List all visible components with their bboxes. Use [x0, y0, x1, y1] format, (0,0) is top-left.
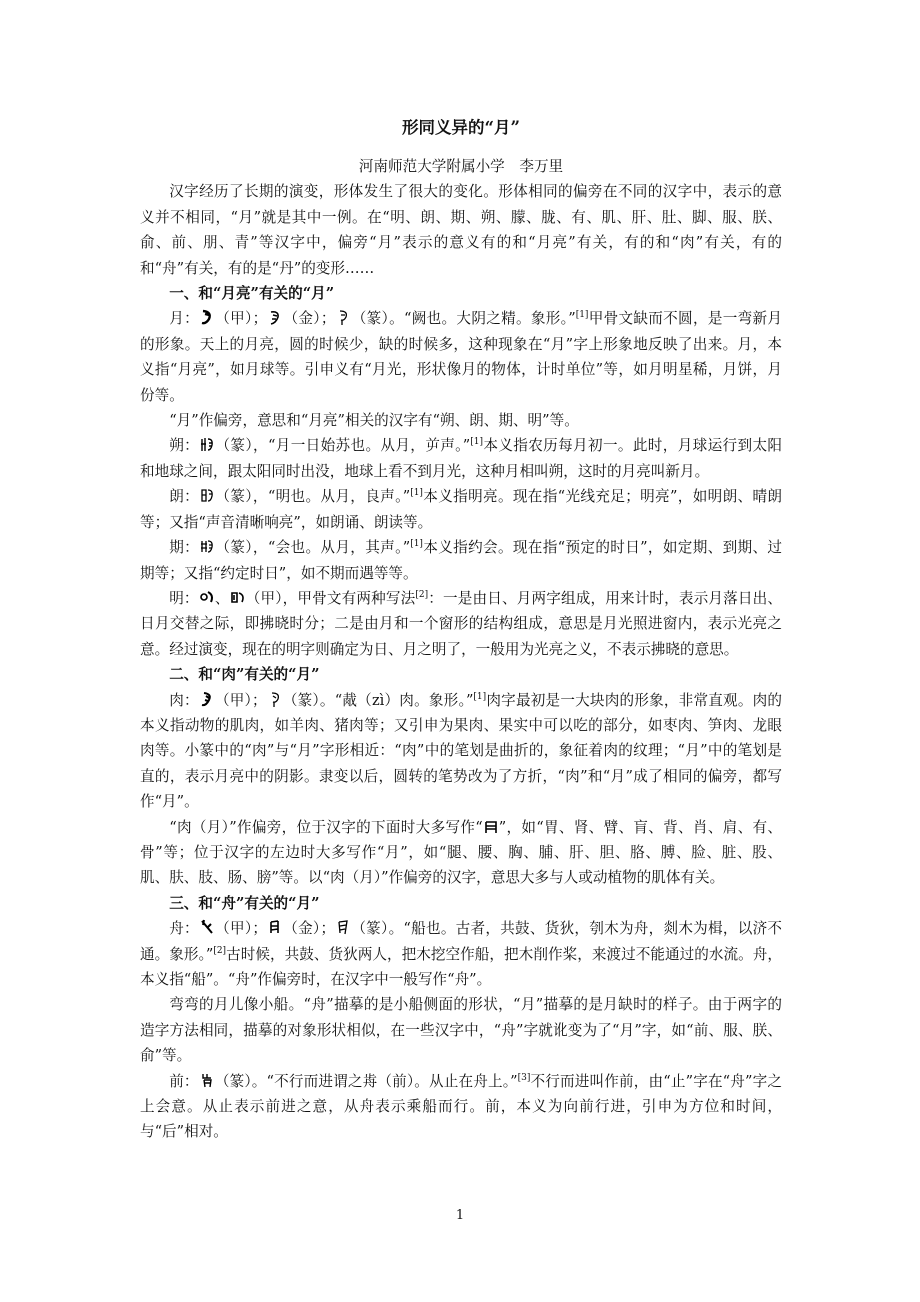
text: ”，如“胃、肾、臂、肓、背、肖、肩、有、骨”等；位于汉字的左边时大多写作“月”，如“腿、腰、胸、脯、肝、胆、胳、膊、脸、脏、股、肌、肤、肢、肠、膀”等。以“肉（月）”作偏旁的汉字，意思大多与人或动植物的肌体有关。 [140, 818, 782, 887]
seal-qi-glyph-icon [200, 538, 214, 555]
text: （甲）； [214, 310, 268, 328]
paragraph-qian [140, 1069, 782, 1145]
section-heading-moon: 一、和“月亮”有关的“月” [169, 285, 335, 303]
oracle-yue-glyph-icon [200, 309, 214, 326]
text: 肉： [169, 691, 199, 709]
text: （篆），“月一日始苏也。从月，屰声。” [215, 437, 471, 455]
text: 、 [214, 589, 230, 607]
citation: [1] [410, 488, 423, 499]
text: （篆），“明也。从月，良声。” [215, 488, 411, 506]
seal-zhou-glyph-icon [336, 919, 350, 936]
text: （篆）。“不行而进谓之歬（前）。从止在舟上。” [214, 1072, 518, 1090]
text: 期： [169, 539, 200, 557]
oracle-rou-glyph-icon [200, 691, 214, 708]
seal-lang-glyph-icon [200, 487, 214, 504]
text: “肉（月）”作偏旁，位于汉字的下面时大多写作“ [169, 818, 483, 836]
seal-rou-glyph-icon [268, 691, 282, 708]
paragraph-lang [140, 484, 782, 535]
bronze-zhou-glyph-icon [268, 919, 282, 936]
page-number: 1 [455, 1208, 465, 1223]
paragraph-rou-radical [140, 815, 782, 891]
text: 肉字最初是一大块肉的形象，非常直观。肉的本义指动物的肌肉，如羊肉、猪肉等；又引申为果肉、果实中可以吃的部分，如枣肉、笋肉、龙眼肉等。小篆中的“肉”与“月”字形相近：“肉”中的笔划是曲折的，象征着肉的纹理；“月”中的笔划是直的，表示月亮中的阴影。隶变以后，圆转的笔势改为了方折，“肉”和“月”成了相同的偏旁，都写作“月”。 [140, 691, 782, 811]
oracle-zhou-glyph-icon [200, 919, 214, 936]
text: 本义指明亮。现在指“光线充足；明亮”，如明朗、晴朗等；又指“声音清晰响亮”，如朗诵、朗读等。 [140, 488, 782, 531]
text: 舟： [169, 920, 199, 938]
citation: [2] [213, 945, 227, 956]
article-author: 河南师范大学附属小学 李万里 [358, 158, 564, 175]
section-heading-boat: 三、和“舟”有关的“月” [169, 894, 320, 912]
intro-paragraph: 汉字经历了长期的演变，形体发生了很大的变化。形体相同的偏旁在不同的汉字中，表示的意义并不相同，“月”就是其中一例。在“明、朗、期、朔、朦、胧、有、肌、肝、肚、脚、服、朕、俞、前、朋、青”等汉字中，偏旁“月”表示的意义有的和“月亮”有关，有的和“肉”有关，有的和“舟”有关，有的是“丹”的变形…… [140, 183, 782, 277]
paragraph-ming [140, 586, 782, 662]
seal-qian-glyph-icon [200, 1072, 214, 1089]
citation: [1] [473, 691, 487, 702]
citation: [1] [575, 310, 589, 321]
article-body [140, 114, 782, 1145]
seal-shuo-glyph-icon [200, 436, 214, 453]
paragraph-yue [140, 306, 782, 408]
paragraph-zhou [140, 916, 782, 992]
text: 月： [169, 310, 199, 328]
oracle-ming-glyph-1-icon [200, 589, 214, 606]
bronze-yue-glyph-icon [268, 309, 282, 326]
citation: [1] [410, 539, 423, 550]
text: （金）； [283, 310, 336, 328]
seal-yue-glyph-icon [336, 309, 350, 326]
citation: [1] [470, 437, 484, 448]
text: 朔： [169, 437, 200, 455]
text: ：一是由日、月两字组成，用来计时，表示月落日出、日月交替之际，即拂晓时分；二是由月和一个窗形的结构组成，意思是月光照进窗内，表示光亮之意。经过演变，现在的明字则确定为日、月之明了，一般用为光亮之义，不表示拂晓的意思。 [140, 589, 782, 658]
text: （甲）； [214, 920, 267, 938]
text: 古时候，共鼓、货狄两人，把木挖空作船，把木削作桨，来渡过不能通过的水流。舟，本义指“船”。“舟”作偏旁时，在汉字中一般写作“舟”。 [140, 945, 782, 988]
citation: [3] [517, 1072, 531, 1083]
paragraph-boat-moon: 弯弯的月儿像小船。“舟”描摹的是小船侧面的形状，“月”描摹的是月缺时的样子。由于两字的造字方法相同，描摹的对象形状相似，在一些汉字中，“舟”字就讹变为了“月”字，如“前、服、朕、俞”等。 [140, 996, 782, 1065]
text: （篆）。“胾（zì）肉。象形。” [282, 691, 474, 709]
oracle-ming-glyph-2-icon [231, 589, 245, 606]
paragraph-moon-radical: “月”作偏旁，意思和“月亮”相关的汉字有“朔、朗、期、明”等。 [169, 412, 579, 430]
text: （甲），甲骨文有两种写法 [245, 589, 416, 607]
text: （篆）。“阙也。大阴之精。象形。” [351, 310, 576, 328]
text: （甲）； [214, 691, 267, 709]
text: （篆），“会也。从月，其声。” [215, 539, 411, 557]
text: 不行而进叫作前，由“止”字在“舟”字之上会意。从止表示前进之意，从舟表示乘船而行。前，本义为向前行进，引申为方位和时间，与“后”相对。 [140, 1072, 782, 1141]
text: 明： [169, 589, 199, 607]
section-heading-meat: 二、和“肉”有关的“月” [169, 666, 320, 684]
text: （篆）。“船也。古者，共鼓、货狄，刳木为舟，剡木为楫，以济不通。象形。” [140, 920, 783, 963]
text: 甲骨文缺而不圆，是一弯新月的形象。天上的月亮，圆的时候少，缺的时候多，这种现象在“月”字上形象地反映了出来。月，本义指“月亮”，如月球等。引申义有“月光，形状像月的物体，计时单位”等，如月明星稀，月饼，月份等。 [140, 310, 782, 404]
article-title: 形同义异的“月” [402, 118, 520, 137]
paragraph-qi [140, 535, 782, 586]
text: （金）； [282, 920, 336, 938]
paragraph-rou [140, 688, 782, 815]
text: 本义指约会。现在指“预定的时日”，如定期、到期、过期等；又指“约定时日”，如不期而遇等等。 [140, 539, 782, 582]
paragraph-shuo [140, 433, 782, 484]
citation: [2] [415, 589, 429, 600]
bottom-yue-radical-icon [484, 818, 498, 835]
text: 前： [169, 1072, 199, 1090]
text: 本义指农历每月初一。此时，月球运行到太阳和地球之间，跟太阳同时出没，地球上看不到月光，这种月相叫朔，这时的月亮叫新月。 [140, 437, 782, 480]
text: 朗： [169, 488, 200, 506]
